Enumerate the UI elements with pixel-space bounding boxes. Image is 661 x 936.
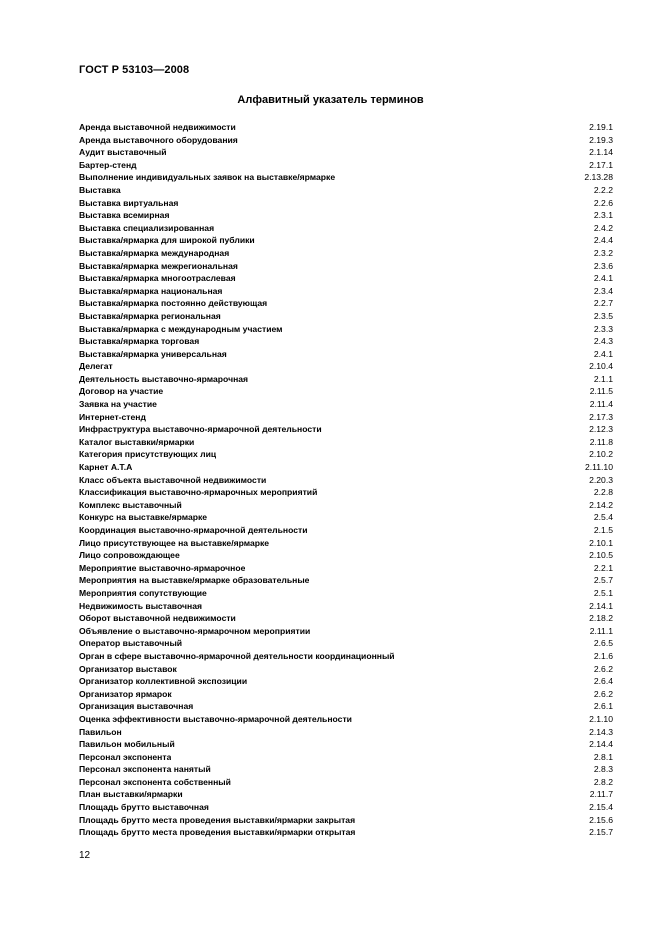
index-reference: 2.15.4 <box>589 802 613 813</box>
index-reference: 2.4.3 <box>593 336 613 347</box>
index-term: Лицо присутствующее на выставке/ярмарке <box>79 537 270 548</box>
index-term: План выставки/ярмарки <box>79 789 183 800</box>
index-reference: 2.6.2 <box>593 688 613 699</box>
index-reference: 2.1.10 <box>589 713 613 724</box>
index-entry <box>79 448 613 461</box>
index-term: Выставка/ярмарка постоянно действующая <box>79 298 268 309</box>
index-term: Оператор выставочный <box>79 638 183 649</box>
index-term: Интернет-стенд <box>79 411 146 422</box>
index-term: Недвижимость выставочная <box>79 600 202 611</box>
index-term: Выставка всемирная <box>79 210 170 221</box>
index-entry <box>79 574 613 587</box>
index-term: Выставка/ярмарка международная <box>79 247 230 258</box>
page-title: Алфавитный указатель терминов <box>237 94 424 106</box>
index-reference: 2.15.6 <box>589 814 613 825</box>
index-reference: 2.11.5 <box>589 386 613 397</box>
index-entry <box>79 411 613 424</box>
index-entry <box>79 297 613 310</box>
term-index-list <box>79 121 613 839</box>
index-entry <box>79 713 613 726</box>
index-term: Объявление о выставочно-ярмарочном мероприятии <box>79 625 311 636</box>
index-reference: 2.13.28 <box>584 172 613 183</box>
index-entry <box>79 650 613 663</box>
index-term: Организация выставочная <box>79 701 194 712</box>
index-term: Категория присутствующих лиц <box>79 449 217 460</box>
index-term: Выставка/ярмарка региональная <box>79 310 221 321</box>
index-entry <box>79 436 613 449</box>
index-reference: 2.1.5 <box>593 525 613 535</box>
index-term: Каталог выставки/ярмарки <box>79 436 195 447</box>
page-number: 12 <box>79 850 91 861</box>
index-entry <box>79 159 613 172</box>
index-reference: 2.6.4 <box>593 676 613 687</box>
index-entry <box>79 398 613 411</box>
index-reference: 2.4.1 <box>593 348 613 359</box>
index-entry <box>79 663 613 676</box>
index-reference: 2.11.4 <box>589 399 613 410</box>
index-term: Площадь брутто места проведения выставки/ярмарки открытая <box>79 827 356 838</box>
index-reference: 2.2.8 <box>593 487 613 498</box>
index-term: Организатор выставок <box>79 663 177 674</box>
index-term: Выставка/ярмарка универсальная <box>79 348 227 359</box>
index-entry <box>79 474 613 487</box>
index-entry <box>79 814 613 827</box>
index-term: Выставка/ярмарка национальная <box>79 285 223 296</box>
index-entry <box>79 738 613 751</box>
index-term: Класс объекта выставочной недвижимости <box>79 474 267 485</box>
index-reference: 2.6.2 <box>593 663 613 674</box>
index-reference: 2.10.1 <box>589 537 613 548</box>
index-reference: 2.5.4 <box>593 512 613 523</box>
index-reference: 2.2.2 <box>593 184 613 195</box>
index-entry <box>79 688 613 701</box>
index-entry <box>79 234 613 247</box>
index-reference: 2.5.1 <box>593 587 613 598</box>
index-entry <box>79 121 613 134</box>
index-term: Бартер-стенд <box>79 159 137 170</box>
index-reference: 2.12.3 <box>589 424 613 435</box>
index-reference: 2.5.7 <box>593 575 613 586</box>
index-term: Мероприятия сопутствующие <box>79 587 207 598</box>
index-term: Оборот выставочной недвижимости <box>79 613 236 624</box>
index-term: Деятельность выставочно-ярмарочная <box>79 373 249 384</box>
index-reference: 2.6.1 <box>593 701 613 712</box>
index-entry <box>79 587 613 600</box>
index-entry <box>79 486 613 499</box>
index-term: Лицо сопровождающее <box>79 550 180 561</box>
index-entry <box>79 751 613 764</box>
index-entry <box>79 600 613 613</box>
index-reference: 2.3.6 <box>593 260 613 271</box>
index-reference: 2.14.4 <box>589 739 613 750</box>
index-term: Павильон <box>79 726 122 737</box>
index-entry <box>79 385 613 398</box>
index-reference: 2.11.10 <box>584 462 613 473</box>
index-term: Павильон мобильный <box>79 739 175 750</box>
index-reference: 2.11.7 <box>589 789 613 800</box>
index-reference: 2.6.5 <box>593 638 613 649</box>
index-reference: 2.1.1 <box>593 373 613 384</box>
index-reference: 2.20.3 <box>589 474 613 485</box>
index-entry <box>79 700 613 713</box>
index-entry <box>79 801 613 814</box>
index-term: Аренда выставочного оборудования <box>79 134 238 145</box>
index-reference: 2.11.1 <box>589 625 613 636</box>
index-term: Орган в сфере выставочно-ярмарочной деятельности координационный <box>79 650 395 661</box>
document-standard-header: ГОСТ Р 53103—2008 <box>79 64 190 76</box>
index-entry <box>79 826 613 839</box>
index-term: Персонал экспонента нанятый <box>79 764 211 775</box>
index-reference: 2.1.14 <box>589 147 613 158</box>
index-entry <box>79 134 613 147</box>
index-entry <box>79 285 613 298</box>
index-term: Карнет А.Т.А <box>79 462 133 473</box>
index-reference: 2.14.2 <box>589 499 613 510</box>
index-entry <box>79 499 613 512</box>
index-term: Выставка/ярмарка торговая <box>79 336 200 347</box>
index-reference: 2.10.4 <box>589 361 613 372</box>
index-entry <box>79 423 613 436</box>
index-entry <box>79 675 613 688</box>
index-term: Выставка/ярмарка для широкой публики <box>79 235 255 246</box>
index-reference: 2.2.1 <box>593 562 613 573</box>
index-entry <box>79 562 613 575</box>
index-entry <box>79 788 613 801</box>
index-reference: 2.4.1 <box>593 273 613 284</box>
index-entry <box>79 461 613 474</box>
index-term: Аренда выставочной недвижимости <box>79 122 236 132</box>
index-term: Конкурс на выставке/ярмарке <box>79 512 208 523</box>
index-entry <box>79 537 613 550</box>
index-reference: 2.14.1 <box>589 600 613 611</box>
index-entry <box>79 209 613 222</box>
index-term: Организатор коллективной экспозиции <box>79 676 248 687</box>
index-reference: 2.1.6 <box>593 650 613 661</box>
index-reference: 2.19.3 <box>589 134 613 145</box>
index-term: Аудит выставочный <box>79 147 167 158</box>
index-entry <box>79 776 613 789</box>
index-term: Делегат <box>79 361 113 372</box>
index-entry <box>79 763 613 776</box>
index-entry <box>79 524 613 537</box>
index-term: Выставка/ярмарка с международным участием <box>79 323 283 334</box>
index-reference: 2.10.5 <box>589 550 613 561</box>
index-entry <box>79 222 613 235</box>
index-entry <box>79 323 613 336</box>
index-entry <box>79 146 613 159</box>
index-term: Комплекс выставочный <box>79 499 182 510</box>
index-term: Заявка на участие <box>79 399 157 410</box>
index-entry <box>79 310 613 323</box>
index-entry <box>79 612 613 625</box>
index-entry <box>79 549 613 562</box>
index-entry <box>79 373 613 386</box>
index-entry <box>79 625 613 638</box>
index-entry <box>79 184 613 197</box>
index-reference: 2.18.2 <box>589 613 613 624</box>
index-reference: 2.8.1 <box>593 751 613 762</box>
index-term: Персонал экспонента собственный <box>79 776 231 787</box>
index-entry <box>79 726 613 739</box>
index-reference: 2.10.2 <box>589 449 613 460</box>
index-term: Классификация выставочно-ярмарочных мероприятий <box>79 487 318 498</box>
index-entry <box>79 360 613 373</box>
index-entry <box>79 511 613 524</box>
index-reference: 2.3.5 <box>593 310 613 321</box>
index-term: Мероприятия на выставке/ярмарке образовательные <box>79 575 310 586</box>
index-entry <box>79 348 613 361</box>
index-reference: 2.17.3 <box>589 411 613 422</box>
index-reference: 2.19.1 <box>589 122 613 132</box>
index-reference: 2.8.3 <box>593 764 613 775</box>
index-reference: 2.3.4 <box>593 285 613 296</box>
index-reference: 2.4.4 <box>593 235 613 246</box>
index-term: Выставка виртуальная <box>79 197 179 208</box>
index-term: Координация выставочно-ярмарочной деятельности <box>79 525 308 535</box>
index-reference: 2.14.3 <box>589 726 613 737</box>
index-term: Выставка/ярмарка межрегиональная <box>79 260 238 271</box>
index-term: Договор на участие <box>79 386 164 397</box>
index-term: Выставка специализированная <box>79 222 215 233</box>
index-term: Оценка эффективности выставочно-ярмарочной деятельности <box>79 713 352 724</box>
index-entry <box>79 197 613 210</box>
index-term: Площадь брутто места проведения выставки/ярмарки закрытая <box>79 814 356 825</box>
index-entry <box>79 637 613 650</box>
index-reference: 2.11.8 <box>589 436 613 447</box>
index-term: Выставка/ярмарка многоотраслевая <box>79 273 236 284</box>
index-reference: 2.3.3 <box>593 323 613 334</box>
index-entry <box>79 272 613 285</box>
index-term: Организатор ярмарок <box>79 688 172 699</box>
index-reference: 2.3.2 <box>593 247 613 258</box>
index-entry <box>79 335 613 348</box>
index-term: Персонал экспонента <box>79 751 172 762</box>
index-term: Выставка <box>79 184 121 195</box>
index-reference: 2.8.2 <box>593 776 613 787</box>
index-reference: 2.15.7 <box>589 827 613 838</box>
index-entry <box>79 260 613 273</box>
index-reference: 2.4.2 <box>593 222 613 233</box>
index-entry <box>79 171 613 184</box>
index-entry <box>79 247 613 260</box>
index-reference: 2.2.6 <box>593 197 613 208</box>
index-reference: 2.17.1 <box>589 159 613 170</box>
index-term: Инфраструктура выставочно-ярмарочной деятельности <box>79 424 322 435</box>
index-term: Мероприятие выставочно-ярмарочное <box>79 562 246 573</box>
index-reference: 2.3.1 <box>593 210 613 221</box>
index-term: Площадь брутто выставочная <box>79 802 209 813</box>
index-reference: 2.2.7 <box>593 298 613 309</box>
index-term: Выполнение индивидуальных заявок на выставке/ярмарке <box>79 172 336 183</box>
